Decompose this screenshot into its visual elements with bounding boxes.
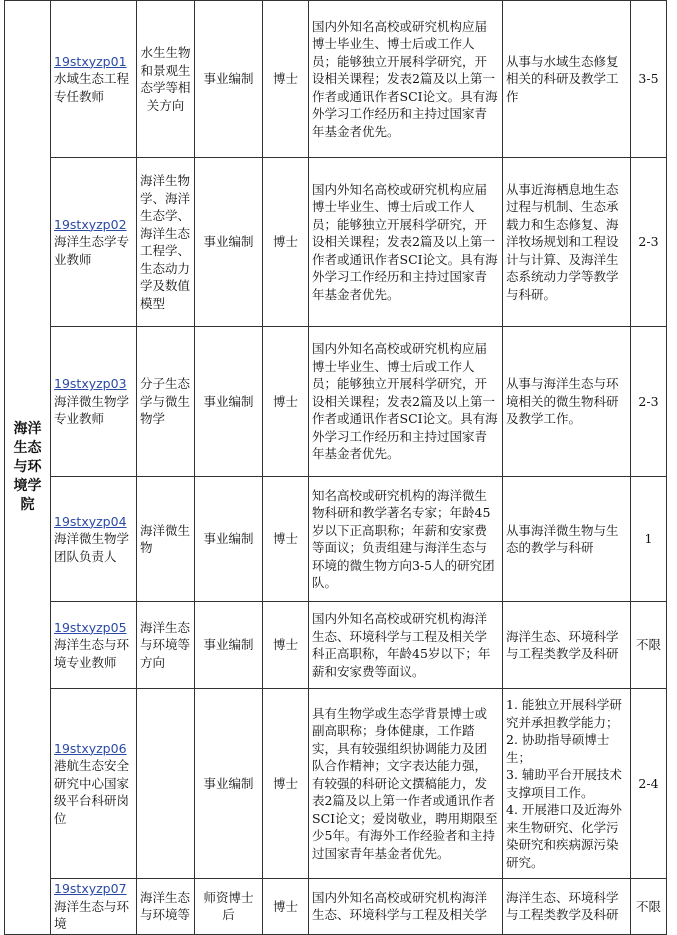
duties: 从事与水域生态修复相关的科研及教学工作 <box>503 1 631 158</box>
research-direction <box>137 689 195 879</box>
duty-item: 3. 辅助平台开展技术支撑项目工作。 <box>506 767 622 800</box>
duties: 从事海洋微生物与生态的教学与科研 <box>503 477 631 602</box>
requirements: 知名高校或研究机构的海洋微生物科研和教学著名专家；年龄45岁以下正高职称；年薪和安家费等面议；负责组建与海洋生态与环境的微生物方向3-5人的研究团队。 <box>309 477 503 602</box>
duties: 海洋生态、环境科学与工程类教学及科研 <box>503 879 631 935</box>
requirements: 国内外知名高校或研究机构应届博士毕业生、博士后或工作人员；能够独立开展科学研究，开设相关课程；发表2篇及以上第一作者或通讯作者SCI论文。具有海外学习工作经历和主持过国家青年基金者优先。 <box>309 327 503 477</box>
duties <box>503 689 631 879</box>
table-row <box>5 602 667 689</box>
position-code-link[interactable]: 19stxyzp07 <box>54 881 127 896</box>
position-cell <box>51 689 137 879</box>
position-cell <box>51 158 137 327</box>
degree: 博士 <box>263 689 309 879</box>
duty-item: 1. 能独立开展科学研究并承担教学能力； <box>506 697 622 730</box>
requirements: 国内外知名高校或研究机构应届博士毕业生、博士后或工作人员；能够独立开展科学研究，开设相关课程；发表2篇及以上第一作者或通讯作者SCI论文。具有海外学习工作经历和主持过国家青年基金者优先。 <box>309 1 503 158</box>
headcount: 3-5 <box>631 1 667 158</box>
position-title: 海洋生态与环境专业教师 <box>54 637 130 670</box>
requirements: 国内外知名高校或研究机构海洋生态、环境科学与工程及相关学科正高职称，年龄45岁以下；年薪和安家费等面议。 <box>309 602 503 689</box>
degree: 博士 <box>263 602 309 689</box>
degree: 博士 <box>263 477 309 602</box>
degree: 博士 <box>263 327 309 477</box>
table-row <box>5 879 667 935</box>
position-cell <box>51 1 137 158</box>
position-cell <box>51 602 137 689</box>
recruitment-table <box>4 0 667 935</box>
table-row <box>5 477 667 602</box>
headcount: 2-4 <box>631 689 667 879</box>
duty-item: 4. 开展港口及近海外来生物研究、化学污染研究和疾病源污染研究。 <box>506 802 622 870</box>
position-cell <box>51 327 137 477</box>
position-title: 海洋微生物学专业教师 <box>54 393 130 427</box>
position-cell <box>51 477 137 602</box>
position-code-link[interactable]: 19stxyzp04 <box>54 513 127 529</box>
headcount: 不限 <box>631 879 667 935</box>
position-code-link[interactable]: 19stxyzp05 <box>54 619 127 635</box>
degree: 博士 <box>263 879 309 935</box>
table-row <box>5 689 667 879</box>
research-direction: 海洋生物学、海洋生态学、海洋生态工程学、生态动力学及数值模型 <box>137 158 195 327</box>
staffing-type: 事业编制 <box>195 158 263 327</box>
position-title: 海洋生态学专业教师 <box>54 234 130 267</box>
research-direction: 海洋生态与环境等方向 <box>137 602 195 689</box>
duty-item: 2. 协助指导硕博士生； <box>506 732 610 765</box>
table-row <box>5 1 667 158</box>
requirements: 具有生物学或生态学背景博士或副高职称；身体健康，工作踏实，具有较强组织协调能力及团队合作精神；文字表达能力强，有较强的科研论文撰稿能力，发表2篇及以上第一作者或通讯作者SCI论文；爱岗敬业，聘用期限至少5年。有海外工作经验者和主持过国家青年基金者优先。 <box>309 689 503 879</box>
position-code-link[interactable]: 19stxyzp03 <box>54 376 127 392</box>
degree: 博士 <box>263 158 309 327</box>
position-title: 海洋生态与环境 <box>54 898 130 931</box>
staffing-type: 事业编制 <box>195 689 263 879</box>
headcount: 2-3 <box>631 327 667 477</box>
duties: 从事近海栖息地生态过程与机制、生态承载力和生态修复、海洋牧场规划和工程设计与计算、及海洋生态系统动力学等教学与科研。 <box>503 158 631 327</box>
table-row <box>5 327 667 477</box>
table-row <box>5 158 667 327</box>
duties: 从事与海洋生态与环境相关的微生物科研及教学工作。 <box>503 327 631 477</box>
requirements: 国内外知名高校或研究机构海洋生态、环境科学与工程及相关学 <box>309 879 503 935</box>
headcount: 不限 <box>631 602 667 689</box>
position-code-link[interactable]: 19stxyzp06 <box>54 740 127 756</box>
position-cell <box>51 879 137 935</box>
duties: 海洋生态、环境科学与工程类教学及科研 <box>503 602 631 689</box>
research-direction: 分子生态学与微生物学 <box>137 327 195 477</box>
position-title: 水域生态工程专任教师 <box>54 71 130 104</box>
department-cell <box>5 1 51 935</box>
position-code-link[interactable]: 19stxyzp01 <box>54 53 127 69</box>
research-direction: 海洋微生物 <box>137 477 195 602</box>
staffing-type: 事业编制 <box>195 602 263 689</box>
staffing-type: 事业编制 <box>195 327 263 477</box>
headcount: 1 <box>631 477 667 602</box>
requirements: 国内外知名高校或研究机构应届博士毕业生、博士后或工作人员；能够独立开展科学研究，开设相关课程；发表2篇及以上第一作者或通讯作者SCI论文。具有海外学习工作经历和主持过国家青年基金者优先。 <box>309 158 503 327</box>
department-name: 海洋生态与环境学院 <box>13 420 42 513</box>
headcount: 2-3 <box>631 158 667 327</box>
staffing-type: 事业编制 <box>195 1 263 158</box>
research-direction: 水生生物和景观生态学等相关方向 <box>137 1 195 158</box>
position-title: 港航生态安全研究中心国家级平台科研岗位 <box>54 758 130 826</box>
staffing-type: 师资博士后 <box>195 879 263 935</box>
degree: 博士 <box>263 1 309 158</box>
research-direction: 海洋生态与环境等 <box>137 879 195 935</box>
position-title: 海洋微生物学团队负责人 <box>54 531 130 564</box>
position-code-link[interactable]: 19stxyzp02 <box>54 216 127 232</box>
staffing-type: 事业编制 <box>195 477 263 602</box>
